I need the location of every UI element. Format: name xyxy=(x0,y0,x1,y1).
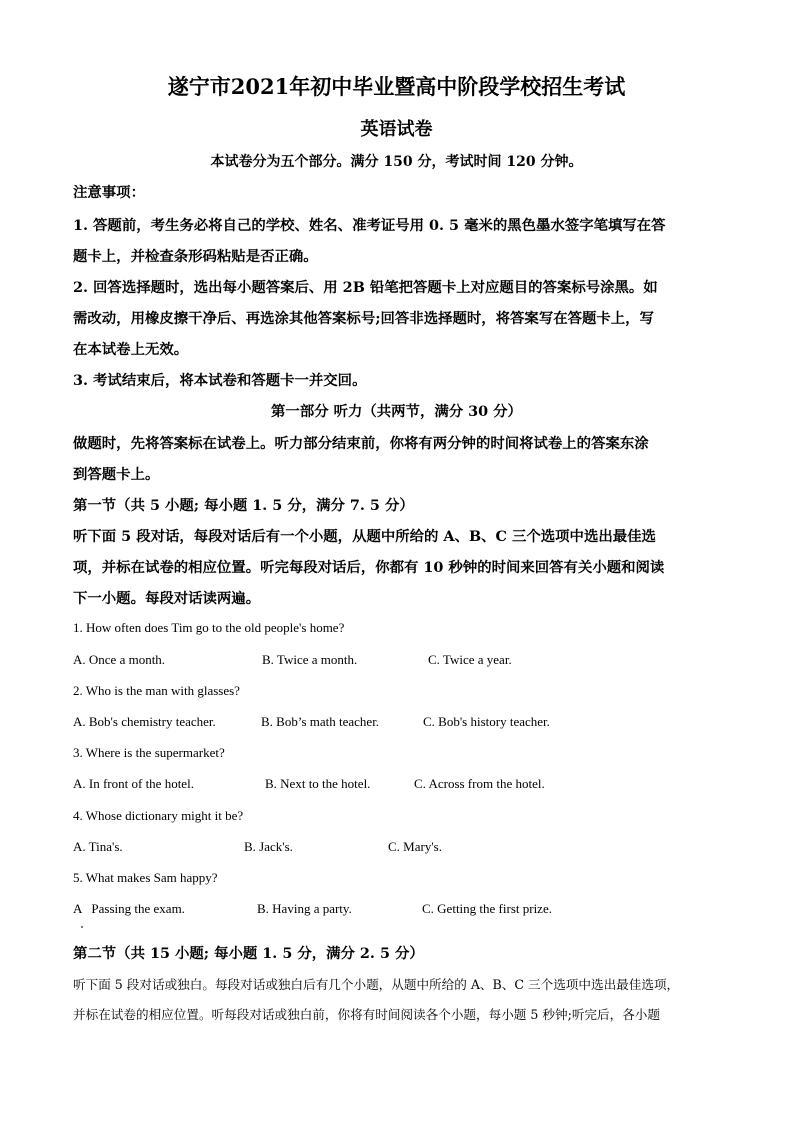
notes-line: 1. 答题前，考生务必将自己的学校、姓名、准考证号用 0. 5 毫米的黑色墨水签字笔填写在答 xyxy=(73,217,666,234)
option-c: C. Bob's history teacher. xyxy=(423,714,550,729)
section1-instruction: 听下面 5 段对话，每段对话后有一个小题，从题中所给的 A、B、C 三个选项中选出最佳选 xyxy=(73,528,656,545)
notes-line: 题卡上，并检查条形码粘贴是否正确。 xyxy=(73,248,318,265)
section2-instruction: 并标在试卷的相应位置。听每段对话或独白前，你将有时间阅读各个小题，每小题 5 秒钟;听完后，各小题 xyxy=(73,1007,660,1022)
exam-title: 遂宁市2021年初中毕业暨高中阶段学校招生考试 xyxy=(167,74,626,99)
part1-heading: 第一部分 听力（共两节，满分 30 分） xyxy=(271,403,522,420)
option-b: B. Bob’s math teacher. xyxy=(261,714,380,729)
option-c: C. Getting the first prize. xyxy=(422,901,552,916)
option-a: A Passing the exam. xyxy=(73,901,185,916)
option-a: A. Bob's chemistry teacher. xyxy=(73,714,216,729)
question-stem: 5. What makes Sam happy? xyxy=(73,870,218,885)
option-b: B. Jack's. xyxy=(244,839,293,854)
section2-instruction: 听下面 5 段对话或独白。每段对话或独白后有几个小题，从题中所给的 A、B、C 三个选项中选出最佳选项， xyxy=(73,977,680,992)
section1-heading: 第一节（共 5 小题; 每小题 1. 5 分，满分 7. 5 分） xyxy=(73,497,414,514)
notes-line: 2. 回答选择题时，选出每小题答案后、用 2B 铅笔把答题卡上对应题目的答案标号涂黑。如 xyxy=(73,279,658,296)
section2-heading: 第二节（共 15 小题; 每小题 1. 5 分，满分 2. 5 分） xyxy=(73,945,424,962)
option-c: C. Mary's. xyxy=(388,839,442,854)
option-b: B. Next to the hotel. xyxy=(265,776,371,791)
exam-info: 本试卷分为五个部分。满分 150 分，考试时间 120 分钟。 xyxy=(210,154,583,170)
question-stem: 4. Whose dictionary might it be? xyxy=(73,808,244,823)
section1-instruction: 项，并标在试卷的相应位置。听完每段对话后，你都有 10 秒钟的时间来回答有关小题和阅读 xyxy=(73,559,665,576)
notes-line: 需改动，用橡皮擦干净后、再选涂其他答案标号;回答非选择题时，将答案写在答题卡上，写 xyxy=(73,310,654,327)
stray-mark xyxy=(81,926,83,928)
part1-instruction: 做题时，先将答案标在试卷上。听力部分结束前，你将有两分钟的时间将试卷上的答案东涂 xyxy=(73,435,649,452)
option-a: A. Tina's. xyxy=(73,839,123,854)
option-a: A. Once a month. xyxy=(73,652,166,667)
option-c: C. Twice a year. xyxy=(428,652,512,667)
notes-line: 在本试卷上无效。 xyxy=(73,341,189,358)
exam-subtitle: 英语试卷 xyxy=(360,119,433,140)
question-stem: 2. Who is the man with glasses? xyxy=(73,683,240,698)
question-stem: 1. How often does Tim go to the old people's home? xyxy=(73,620,345,635)
option-a: A. In front of the hotel. xyxy=(73,776,194,791)
notes-heading: 注意事项： xyxy=(73,184,145,201)
question-stem: 3. Where is the supermarket? xyxy=(73,745,225,760)
option-c: C. Across from the hotel. xyxy=(414,776,545,791)
option-b: B. Having a party. xyxy=(257,901,352,916)
part1-instruction: 到答题卡上。 xyxy=(73,466,160,483)
option-b: B. Twice a month. xyxy=(262,652,358,667)
section1-instruction: 下一小题。每段对话读两遍。 xyxy=(73,590,261,607)
notes-line: 3. 考试结束后，将本试卷和答题卡一并交回。 xyxy=(73,372,367,389)
